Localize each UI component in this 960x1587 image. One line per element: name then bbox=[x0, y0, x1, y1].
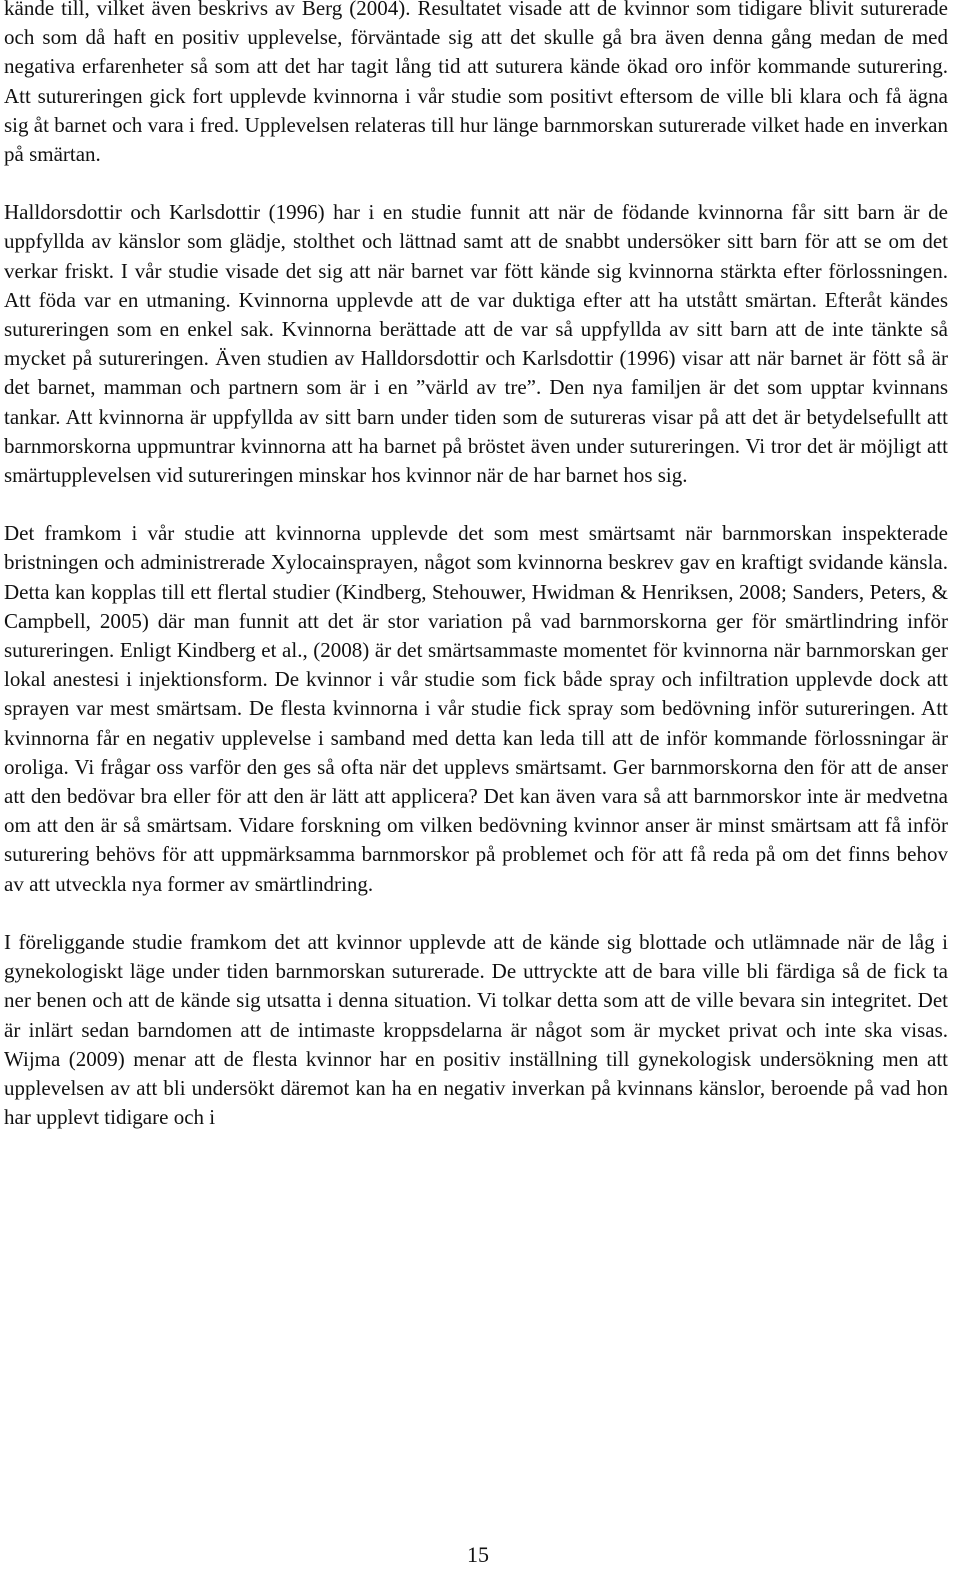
paragraph-3: Det framkom i vår studie att kvinnorna upplevde det som mest smärtsamt när barnmorskan inspekterade bristningen och administrerade Xylocainsprayen, något som kvinnorna beskrev gav en kraftigt svidande känsla. Detta kan kopplas till ett flertal studier (Kindberg, Stehouwer, Hwidman & Henriksen, 2008; Sanders, Peters, & Campbell, 2005) där man funnit att det är stor variation på vad barnmorskorna ger för smärtlindring inför sutureringen. Enligt Kindberg et al., (2008) är det smärtsammaste momentet för kvinnorna när barnmorskan ger lokal anestesi i injektionsform. De kvinnor i vår studie som fick både spray och infiltration upplevde dock att sprayen var mest smärtsam. De flesta kvinnorna i vår studie fick spray som bedövning inför sutureringen. Att kvinnorna får en negativ upplevelse i samband med detta kan leda till att de inför kommande förlossningar är oroliga. Vi frågar oss varför den ges så ofta när det upplevs smärtsamt. Ger barnmorskorna den för att de anser att den bedövar bra eller för att den är lätt att applicera? Det kan även vara så att barnmorskor inte är medvetna om att den är så smärtsam. Vidare forskning om vilken bedövning kvinnor anser är minst smärtsam att få inför suturering behövs för att uppmärksamma barnmorskor på problemet och för att få reda på om det finns behov av att utveckla nya former av smärtlindring. bbox=[4, 521, 948, 896]
paragraph-4: I föreliggande studie framkom det att kvinnor upplevde att de kände sig blottade och utlämnade när de låg i gynekologiskt läge under tiden barnmorskan suturerade. De uttryckte att de bara ville bli färdiga så de fick ta ner benen och att de kände sig utsatta i denna situation. Vi tolkar detta som att de ville bevara sin integritet. Det är inlärt sedan barndomen att de intimaste kroppsdelarna är något som är mycket privat och inte ska visas. Wijma (2009) menar att de flesta kvinnor har en positiv inställning till gynekologisk undersökning men att upplevelsen av att bli undersökt däremot kan ha en negativ inverkan på kvinnans känslor, beroende på vad hon har upplevt tidigare och i bbox=[4, 929, 948, 1130]
page-number: 15 bbox=[467, 1542, 489, 1567]
document-page bbox=[4, 0, 948, 1132]
paragraph-2: Halldorsdottir och Karlsdottir (1996) har i en studie funnit att när de födande kvinnorna får sitt barn är de uppfyllda av känslor som glädje, stolthet och lättnad samt att de snabbt undersöker sitt barn för att se om det verkar friskt. I vår studie visade det sig att när barnet var fött kände sig kvinnorna stärkta efter förlossningen. Att föda var en utmaning. Kvinnorna upplevde att de var duktiga efter att ha utstått smärtan. Efteråt kändes sutureringen som en enkel sak. Kvinnorna berättade att de var så uppfyllda av sitt barn att de inte tänkte så mycket på sutureringen. Även studien av Halldorsdottir och Karlsdottir (1996) visar att när barnet är fött så är det barnet, mamman och partnern som är i en ”värld av tre”. Den nya familjen är det som upptar kvinnans tankar. Att kvinnorna är uppfyllda av sitt barn under tiden som de sutureras visar på att det är betydelsefullt att barnmorskorna uppmuntrar kvinnorna att ha barnet på bröstet även under sutureringen. Vi tror det är möjligt att smärtupplevelsen vid sutureringen minskar hos kvinnor när de har barnet hos sig. bbox=[4, 200, 948, 488]
paragraph-1: kände till, vilket även beskrivs av Berg (2004). Resultatet visade att de kvinnor som tidigare blivit suturerade och som då haft en positiv upplevelse, förväntade sig att det skulle gå bra även denna gång medan de med negativa erfarenheter så som att det har tagit lång tid att suturera kände ökad oro inför kommande suturering. Att sutureringen gick fort upplevde kvinnorna i vår studie som positivt eftersom de ville bli klara och få ägna sig åt barnet och vara i fred. Upplevelsen relateras till hur länge barnmorskan suturerade vilket hade en inverkan på smärtan. bbox=[4, 0, 948, 167]
